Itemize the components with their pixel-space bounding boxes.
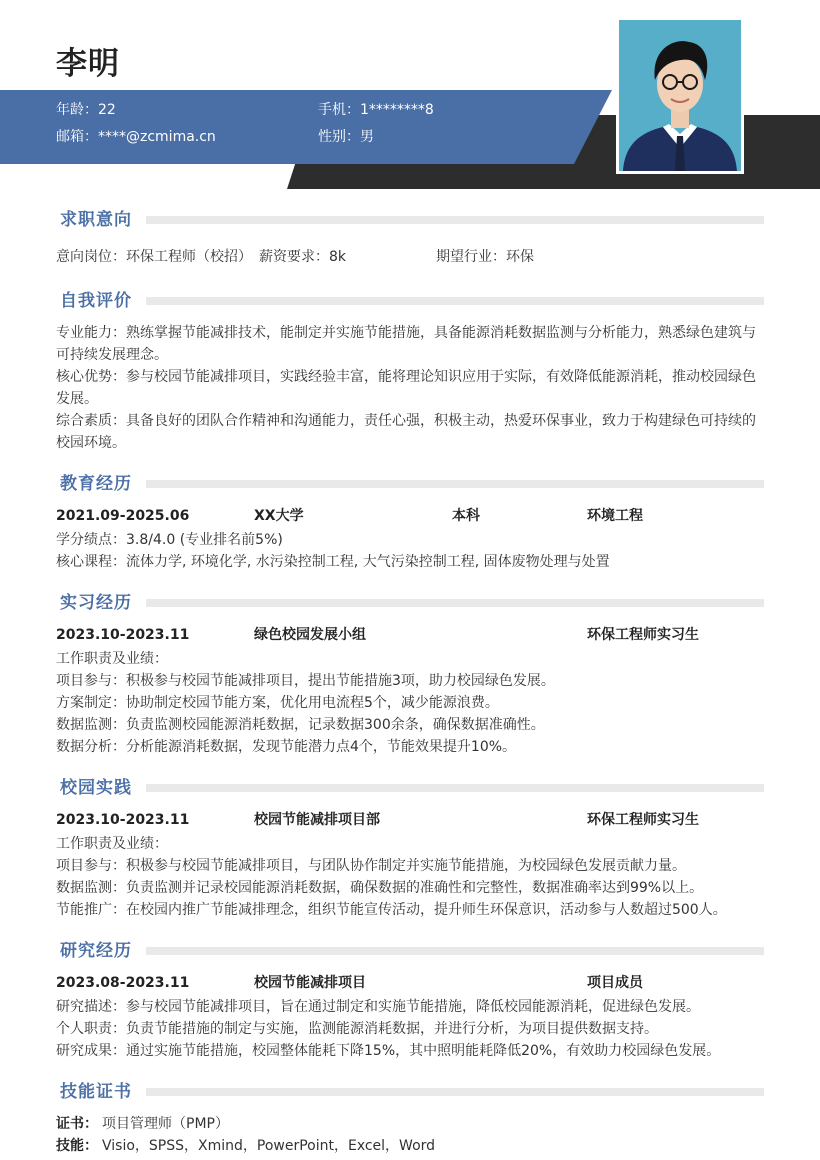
campus-duties-label: 工作职责及业绩： xyxy=(56,836,168,852)
self-eval-advantage: 核心优势：参与校园节能减排项目，实践经验丰富，能将理论知识应用于实际，有效降低能源消耗，推动校园绿色发展。 xyxy=(56,369,756,407)
research-role: 项目成员 xyxy=(587,975,643,991)
gender-text: 性别：男 xyxy=(318,129,374,145)
section-divider xyxy=(146,480,764,488)
research-date: 2023.08-2023.11 xyxy=(56,975,190,991)
research-item: 个人职责：负责节能措施的制定与实施，监测能源消耗数据，并进行分析，为项目提供数据支持。 xyxy=(56,1021,658,1037)
research-item: 研究成果：通过实施节能措施，校园整体能耗下降15%，其中照明能耗降低20%，有效助力校园绿色发展。 xyxy=(56,1043,721,1059)
section-divider xyxy=(146,1088,764,1096)
section-research xyxy=(60,939,764,963)
section-education xyxy=(60,472,764,496)
education-degree: 本科 xyxy=(452,508,480,524)
internship-duties-label: 工作职责及业绩： xyxy=(56,651,168,667)
section-internship xyxy=(60,591,764,615)
section-title-intent: 求职意向 xyxy=(60,210,132,230)
self-eval-ability: 专业能力：熟练掌握节能减排技术，能制定并实施节能措施，具备能源消耗数据监测与分析能力，熟悉绿色建筑与可持续发展理念。 xyxy=(56,325,756,363)
internship-org: 绿色校园发展小组 xyxy=(254,627,366,643)
campus-date: 2023.10-2023.11 xyxy=(56,812,190,828)
research-org: 校园节能减排项目 xyxy=(254,975,366,991)
campus-item: 数据监测：负责监测并记录校园能源消耗数据，确保数据的准确性和完整性，数据准确率达到99%以上。 xyxy=(56,880,704,896)
internship-item: 项目参与：积极参与校园节能减排项目，提出节能措施3项，助力校园绿色发展。 xyxy=(56,673,555,689)
campus-role: 环保工程师实习生 xyxy=(587,812,699,828)
section-divider xyxy=(146,599,764,607)
internship-date: 2023.10-2023.11 xyxy=(56,627,190,643)
portrait-image xyxy=(619,20,741,171)
section-title-campus: 校园实践 xyxy=(60,778,132,798)
section-title-research: 研究经历 xyxy=(60,941,132,961)
section-title-education: 教育经历 xyxy=(60,474,132,494)
email-text: 邮箱：****@zcmima.cn xyxy=(56,129,216,145)
campus-org: 校园节能减排项目部 xyxy=(254,812,380,828)
skill-value: Visio，SPSS，Xmind，PowerPoint，Excel，Word xyxy=(102,1138,436,1154)
self-eval-quality: 综合素质：具备良好的团队合作精神和沟通能力，责任心强，积极主动，热爱环保事业，致力于构建绿色可持续的校园环境。 xyxy=(56,413,756,451)
cert-value: 项目管理师（PMP） xyxy=(102,1116,229,1132)
internship-item: 数据分析：分析能源消耗数据，发现节能潜力点4个，节能效果提升10%。 xyxy=(56,739,517,755)
section-title-skills: 技能证书 xyxy=(60,1082,132,1102)
intent-industry: 期望行业：环保 xyxy=(436,249,534,265)
section-divider xyxy=(146,216,764,224)
age-text: 年龄：22 xyxy=(56,102,116,118)
education-date: 2021.09-2025.06 xyxy=(56,508,190,524)
education-gpa: 学分绩点：3.8/4.0 (专业排名前5%) xyxy=(56,532,283,548)
internship-role: 环保工程师实习生 xyxy=(587,627,699,643)
internship-item: 方案制定：协助制定校园节能方案，优化用电流程5个，减少能源浪费。 xyxy=(56,695,499,711)
education-courses: 核心课程：流体力学, 环境化学, 水污染控制工程, 大气污染控制工程, 固体废物处理与处置 xyxy=(56,554,610,570)
intent-salary: 薪资要求：8k xyxy=(259,249,347,265)
skill-label: 技能： xyxy=(56,1138,98,1154)
phone-text: 手机：1********8 xyxy=(318,102,434,118)
campus-item: 项目参与：积极参与校园节能减排项目，与团队协作制定并实施节能措施，为校园绿色发展贡献力量。 xyxy=(56,858,686,874)
internship-item: 数据监测：负责监测校园能源消耗数据，记录数据300余条，确保数据准确性。 xyxy=(56,717,545,733)
section-divider xyxy=(146,784,764,792)
section-title-self-eval: 自我评价 xyxy=(60,291,132,311)
campus-item: 节能推广：在校园内推广节能减排理念，组织节能宣传活动，提升师生环保意识，活动参与人数超过500人。 xyxy=(56,902,727,918)
section-divider xyxy=(146,297,764,305)
education-school: XX大学 xyxy=(254,508,304,524)
education-major: 环境工程 xyxy=(587,508,643,524)
intent-position: 意向岗位：环保工程师（校招） xyxy=(56,249,252,265)
section-intent xyxy=(60,208,764,232)
section-campus xyxy=(60,776,764,800)
section-title-internship: 实习经历 xyxy=(60,593,132,613)
section-self-eval xyxy=(60,289,764,313)
profile-photo xyxy=(616,17,744,174)
candidate-name: 李明 xyxy=(56,46,120,82)
cert-label: 证书： xyxy=(56,1116,98,1132)
section-skills xyxy=(60,1080,764,1104)
research-item: 研究描述：参与校园节能减排项目，旨在通过制定和实施节能措施，降低校园能源消耗，促进绿色发展。 xyxy=(56,999,700,1015)
section-divider xyxy=(146,947,764,955)
